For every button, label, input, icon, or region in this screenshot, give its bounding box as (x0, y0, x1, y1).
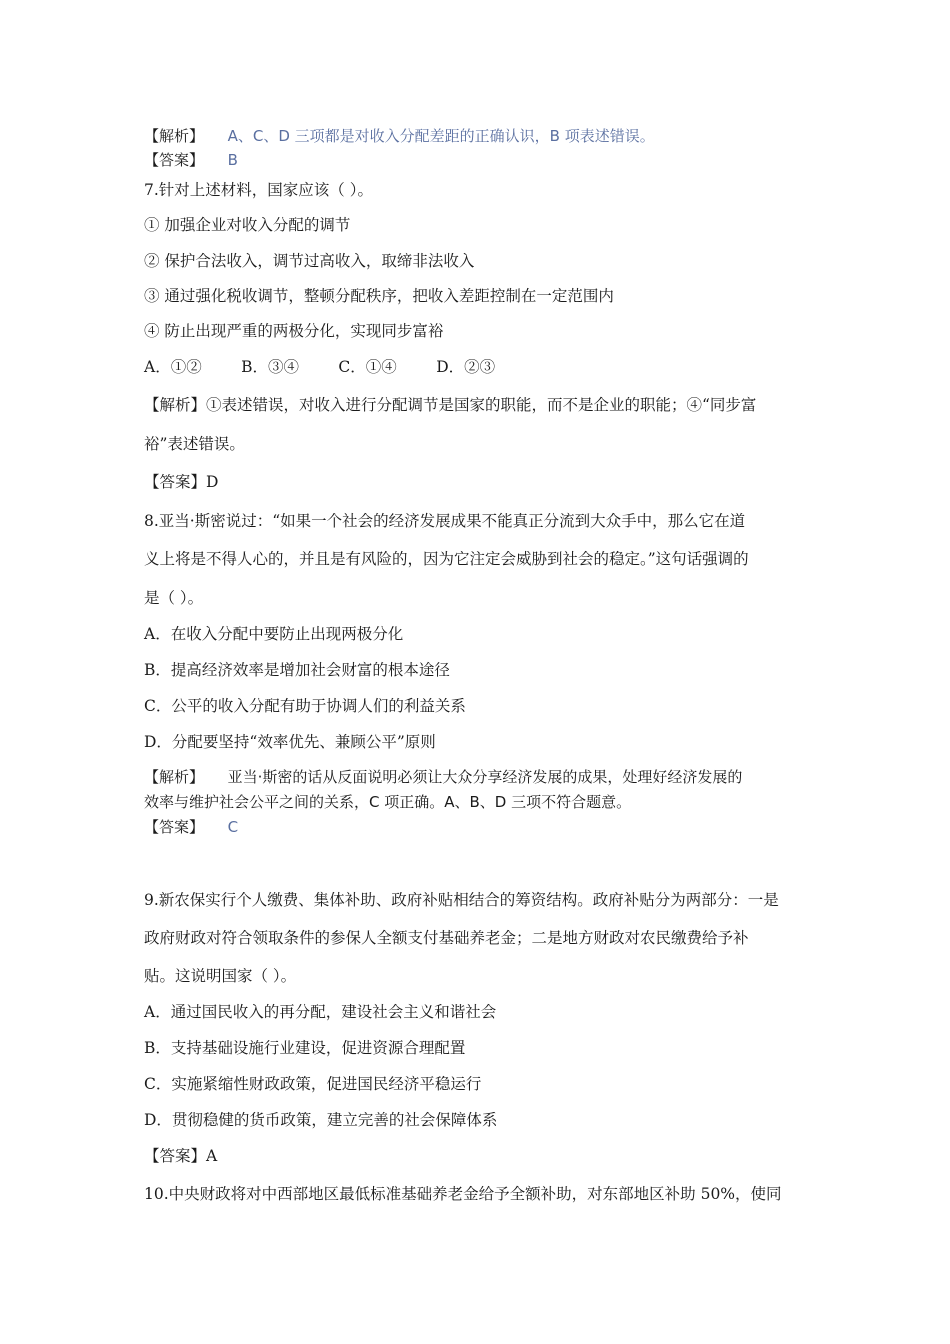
q8-answer (144, 817, 238, 837)
q7-options: A．①② B．③④ C．①④ D．②③ (144, 358, 496, 376)
q9-option-c: C．实施紧缩性财政政策，促进国民经济平稳运行 (144, 1075, 482, 1093)
q9-option-d: D．贯彻稳健的货币政策，建立完善的社会保障体系 (144, 1111, 498, 1129)
q6-analysis (144, 126, 655, 146)
q9-option-b: B．支持基础设施行业建设，促进资源合理配置 (144, 1039, 466, 1057)
q8-analysis-tag: 【解析】 (144, 768, 205, 786)
q8-analysis-text-1: 亚当·斯密的话从反面说明必须让大众分享经济发展的成果，处理好经济发展的 (227, 768, 743, 786)
q6-answer-text: B (227, 151, 238, 169)
q9-stem-line1: 9.新农保实行个人缴费、集体补助、政府补贴相结合的筹资结构。政府补贴分为两部分：一是 (144, 891, 779, 909)
q7-analysis-line2: 裕”表述错误。 (144, 435, 245, 453)
q8-analysis-line2: 效率与维护社会公平之间的关系，C 项正确。A、B、D 三项不符合题意。 (144, 793, 632, 811)
q8-analysis-line1 (144, 767, 742, 787)
q6-analysis-tag: 【解析】 (144, 127, 205, 145)
q10-stem-line1: 10.中央财政将对中西部地区最低标准基础养老金给予全额补助，对东部地区补助 50%，使同 (144, 1185, 782, 1203)
q8-option-c: C．公平的收入分配有助于协调人们的利益关系 (144, 697, 466, 715)
q9-answer: 【答案】A (144, 1147, 218, 1165)
q8-option-d: D．分配要坚持“效率优先、兼顾公平”原则 (144, 733, 436, 751)
q8-stem-line1: 8.亚当·斯密说过：“如果一个社会的经济发展成果不能真正分流到大众手中，那么它在道 (144, 512, 746, 530)
q7-analysis-line1: 【解析】①表述错误，对收入进行分配调节是国家的职能，而不是企业的职能；④“同步富 (144, 396, 757, 414)
q8-stem-line2: 义上将是不得人心的，并且是有风险的，因为它注定会威胁到社会的稳定。”这句话强调的 (144, 550, 749, 568)
q8-answer-tag: 【答案】 (144, 818, 205, 836)
q7-item-4: ④ 防止出现严重的两极分化，实现同步富裕 (144, 322, 444, 340)
q8-option-a: A．在收入分配中要防止出现两极分化 (144, 625, 404, 643)
q8-option-b: B．提高经济效率是增加社会财富的根本途径 (144, 661, 450, 679)
q6-answer (144, 150, 238, 170)
q9-stem-line2: 政府财政对符合领取条件的参保人全额支付基础养老金；二是地方财政对农民缴费给予补 (144, 929, 749, 947)
q7-item-3: ③ 通过强化税收调节，整顿分配秩序，把收入差距控制在一定范围内 (144, 287, 614, 305)
q7-stem: 7.针对上述材料，国家应该（ ）。 (144, 181, 373, 199)
q7-item-2: ② 保护合法收入，调节过高收入，取缔非法收入 (144, 252, 475, 270)
q8-answer-text: C (227, 818, 239, 836)
q8-stem-line3: 是（ ）。 (144, 589, 204, 607)
q7-item-1: ① 加强企业对收入分配的调节 (144, 216, 351, 234)
q7-answer: 【答案】D (144, 473, 219, 491)
q9-stem-line3: 贴。这说明国家（ ）。 (144, 967, 297, 985)
q6-analysis-text: A、C、D 三项都是对收入分配差距的正确认识，B 项表述错误。 (227, 127, 655, 145)
q9-option-a: A．通过国民收入的再分配，建设社会主义和谐社会 (144, 1003, 497, 1021)
q6-answer-tag: 【答案】 (144, 151, 205, 169)
